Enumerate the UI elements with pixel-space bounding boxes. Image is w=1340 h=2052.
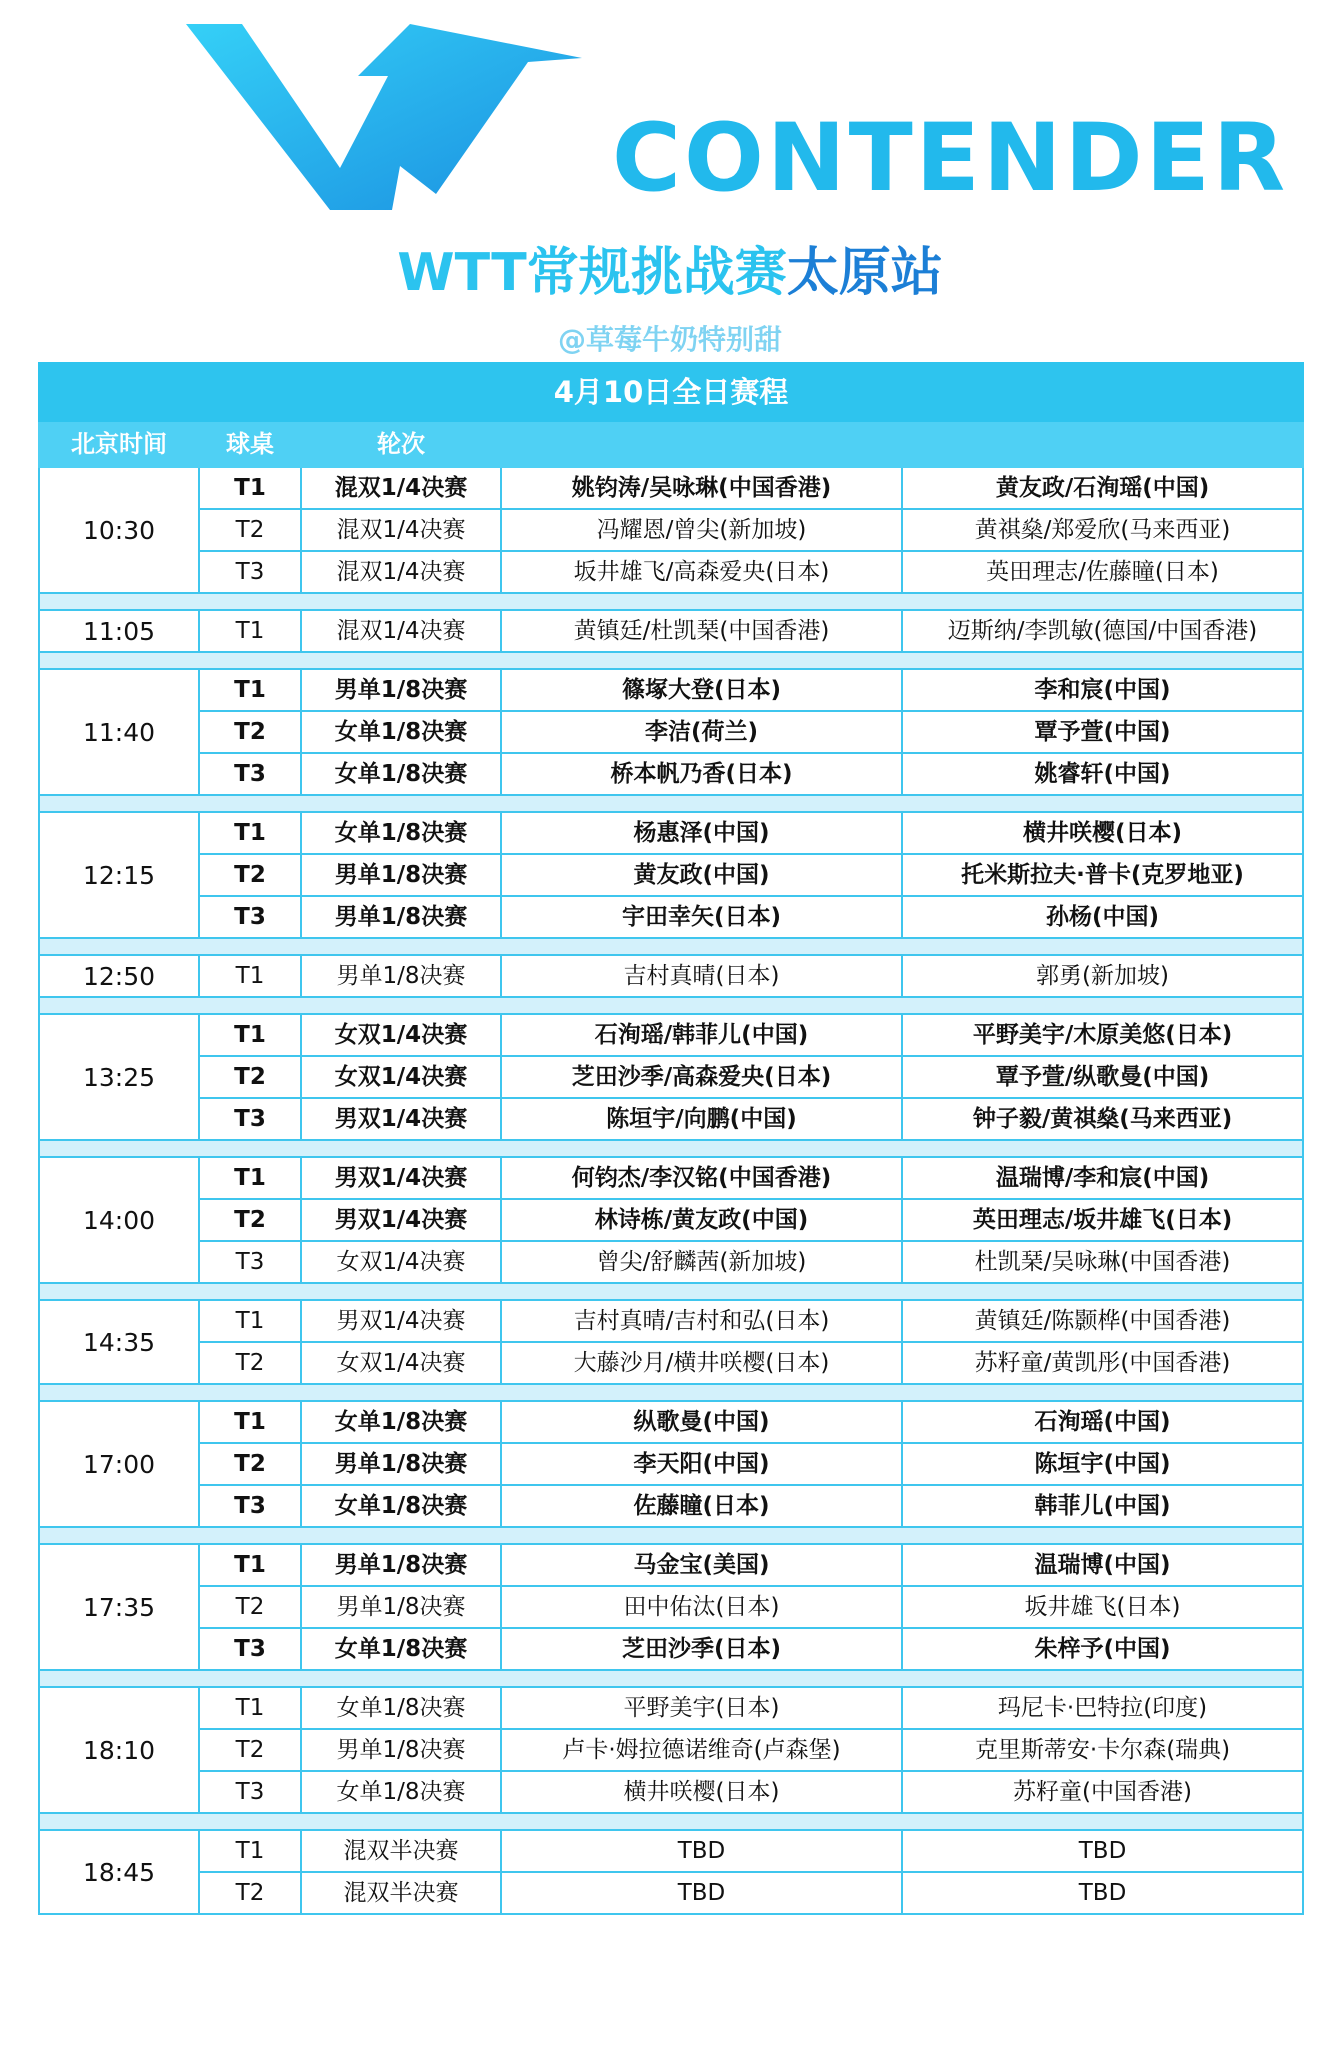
match-row [39,1157,1303,1199]
round-name: 男单1/8决赛 [301,854,501,896]
table-number: T2 [199,1443,301,1485]
block-separator [39,1140,1303,1157]
player-one: TBD [501,1872,902,1914]
table-number: T2 [199,1342,301,1384]
round-name: 女双1/4决赛 [301,1056,501,1098]
player-two: 覃予萱/纵歌曼(中国) [902,1056,1303,1098]
player-one: 石洵瑶/韩菲儿(中国) [501,1014,902,1056]
header-time: 北京时间 [39,421,199,467]
player-one: 桥本帆乃香(日本) [501,753,902,795]
player-two: 黄友政/石洵瑶(中国) [902,467,1303,509]
author-watermark: @草莓牛奶特别甜 [557,323,782,356]
separator-cell [39,1527,1303,1544]
player-two: 温瑞博(中国) [902,1544,1303,1586]
round-name: 男单1/8决赛 [301,896,501,938]
table-number: T3 [199,1771,301,1813]
time-slot: 11:05 [39,610,199,652]
match-row [39,1014,1303,1056]
player-one: 陈垣宇/向鹏(中国) [501,1098,902,1140]
block-separator [39,1813,1303,1830]
schedule-title-row [39,363,1303,421]
player-one: 横井咲樱(日本) [501,1771,902,1813]
separator-cell [39,1670,1303,1687]
player-one: 林诗栋/黄友政(中国) [501,1199,902,1241]
round-name: 女双1/4决赛 [301,1241,501,1283]
player-one: 黄友政(中国) [501,854,902,896]
event-title-part1: WTT常规挑战赛 [397,243,787,303]
player-one: 篠塚大登(日本) [501,669,902,711]
player-one: 卢卡·姆拉德诺维奇(卢森堡) [501,1729,902,1771]
separator-cell [39,795,1303,812]
separator-cell [39,938,1303,955]
round-name: 混双半决赛 [301,1872,501,1914]
player-two: TBD [902,1830,1303,1872]
table-number: T2 [199,711,301,753]
table-number: T1 [199,1687,301,1729]
round-name: 混双1/4决赛 [301,610,501,652]
table-number: T2 [199,854,301,896]
table-number: T1 [199,669,301,711]
player-two: 横井咲樱(日本) [902,812,1303,854]
player-two: 黄祺燊/郑爱欣(马来西亚) [902,509,1303,551]
table-number: T1 [199,1300,301,1342]
player-one: 纵歌曼(中国) [501,1401,902,1443]
table-number: T2 [199,509,301,551]
separator-cell [39,997,1303,1014]
time-slot: 13:25 [39,1014,199,1140]
player-two: 坂井雄飞(日本) [902,1586,1303,1628]
table-number: T2 [199,1056,301,1098]
table-number: T1 [199,467,301,509]
player-one: 吉村真晴(日本) [501,955,902,997]
round-name: 女单1/8决赛 [301,1628,501,1670]
player-one: 田中佑汰(日本) [501,1586,902,1628]
player-two: 姚睿轩(中国) [902,753,1303,795]
player-one: 坂井雄飞/高森爱央(日本) [501,551,902,593]
match-row [39,1300,1303,1342]
match-row [39,1544,1303,1586]
player-two: 郭勇(新加坡) [902,955,1303,997]
table-number: T1 [199,955,301,997]
round-name: 女单1/8决赛 [301,1771,501,1813]
schedule-title: 4月10日全日赛程 [39,363,1303,421]
player-one: 平野美宇(日本) [501,1687,902,1729]
time-slot: 17:00 [39,1401,199,1527]
match-row [39,1586,1303,1628]
schedule-table [38,362,1304,1915]
round-name: 男双1/4决赛 [301,1199,501,1241]
block-separator [39,1670,1303,1687]
player-two: 李和宸(中国) [902,669,1303,711]
match-row [39,509,1303,551]
time-slot: 10:30 [39,467,199,593]
round-name: 男双1/4决赛 [301,1157,501,1199]
separator-cell [39,593,1303,610]
header-table: 球桌 [199,421,301,467]
separator-cell [39,1283,1303,1300]
player-two: 玛尼卡·巴特拉(印度) [902,1687,1303,1729]
schedule-table-container [38,362,1302,1915]
player-two: 托米斯拉夫·普卡(克罗地亚) [902,854,1303,896]
table-number: T1 [199,1544,301,1586]
table-number: T2 [199,1872,301,1914]
table-number: T2 [199,1729,301,1771]
player-two: 石洵瑶(中国) [902,1401,1303,1443]
player-one: TBD [501,1830,902,1872]
match-row [39,812,1303,854]
match-row [39,1342,1303,1384]
match-row [39,467,1303,509]
table-number: T1 [199,1830,301,1872]
time-slot: 11:40 [39,669,199,795]
table-number: T1 [199,1157,301,1199]
round-name: 女单1/8决赛 [301,711,501,753]
match-row [39,854,1303,896]
match-row [39,1485,1303,1527]
player-one: 吉村真晴/吉村和弘(日本) [501,1300,902,1342]
match-row [39,896,1303,938]
player-two: 英田理志/坂井雄飞(日本) [902,1199,1303,1241]
round-name: 男单1/8决赛 [301,669,501,711]
player-two: 温瑞博/李和宸(中国) [902,1157,1303,1199]
separator-cell [39,652,1303,669]
block-separator [39,1283,1303,1300]
match-row [39,753,1303,795]
table-number: T3 [199,1241,301,1283]
player-one: 黄镇廷/杜凯琹(中国香港) [501,610,902,652]
time-slot: 12:50 [39,955,199,997]
separator-cell [39,1384,1303,1401]
player-one: 大藤沙月/横井咲樱(日本) [501,1342,902,1384]
table-number: T2 [199,1199,301,1241]
round-name: 男单1/8决赛 [301,1544,501,1586]
table-number: T3 [199,551,301,593]
match-row [39,1872,1303,1914]
player-one: 姚钧涛/吴咏琳(中国香港) [501,467,902,509]
block-separator [39,1384,1303,1401]
match-row [39,1687,1303,1729]
match-row [39,1628,1303,1670]
table-number: T1 [199,1401,301,1443]
player-two: 陈垣宇(中国) [902,1443,1303,1485]
block-separator [39,593,1303,610]
round-name: 男双1/4决赛 [301,1098,501,1140]
table-number: T3 [199,753,301,795]
match-row [39,1771,1303,1813]
player-two: 迈斯纳/李凯敏(德国/中国香港) [902,610,1303,652]
round-name: 女单1/8决赛 [301,1687,501,1729]
table-number: T3 [199,1628,301,1670]
table-number: T2 [199,1586,301,1628]
time-slot: 17:35 [39,1544,199,1670]
player-two: 钟子毅/黄祺燊(马来西亚) [902,1098,1303,1140]
round-name: 女单1/8决赛 [301,753,501,795]
table-number: T3 [199,1485,301,1527]
time-slot: 18:45 [39,1830,199,1914]
player-two: 苏籽童(中国香港) [902,1771,1303,1813]
player-two: TBD [902,1872,1303,1914]
match-row [39,669,1303,711]
match-row [39,1241,1303,1283]
header-matchup [501,421,1303,467]
wtt-logo-icon [180,18,600,218]
match-row [39,955,1303,997]
player-two: 朱梓予(中国) [902,1628,1303,1670]
event-title-part2: 太原站 [786,243,943,303]
player-one: 马金宝(美国) [501,1544,902,1586]
match-row [39,1199,1303,1241]
table-number: T3 [199,896,301,938]
match-row [39,1830,1303,1872]
table-number: T1 [199,1014,301,1056]
separator-cell [39,1813,1303,1830]
round-name: 男单1/8决赛 [301,1586,501,1628]
player-one: 曾尖/舒麟茜(新加坡) [501,1241,902,1283]
player-two: 杜凯琹/吴咏琳(中国香港) [902,1241,1303,1283]
match-row [39,711,1303,753]
match-row [39,1098,1303,1140]
match-row [39,1729,1303,1771]
player-two: 英田理志/佐藤瞳(日本) [902,551,1303,593]
player-two: 覃予萱(中国) [902,711,1303,753]
time-slot: 14:00 [39,1157,199,1283]
match-row [39,610,1303,652]
player-one: 佐藤瞳(日本) [501,1485,902,1527]
player-one: 冯耀恩/曾尖(新加坡) [501,509,902,551]
player-two: 韩菲儿(中国) [902,1485,1303,1527]
player-one: 何钧杰/李汉铭(中国香港) [501,1157,902,1199]
round-name: 男单1/8决赛 [301,955,501,997]
player-two: 黄镇廷/陈颢桦(中国香港) [902,1300,1303,1342]
schedule-body [39,363,1303,1914]
block-separator [39,1527,1303,1544]
player-two: 平野美宇/木原美悠(日本) [902,1014,1303,1056]
round-name: 混双1/4决赛 [301,467,501,509]
block-separator [39,938,1303,955]
block-separator [39,795,1303,812]
header-round: 轮次 [301,421,501,467]
round-name: 混双1/4决赛 [301,509,501,551]
match-row [39,551,1303,593]
match-row [39,1443,1303,1485]
brand-wordmark: CONTENDER [612,104,1289,213]
round-name: 女双1/4决赛 [301,1014,501,1056]
round-name: 女单1/8决赛 [301,812,501,854]
time-slot: 12:15 [39,812,199,938]
poster-header [0,0,1340,362]
round-name: 男单1/8决赛 [301,1729,501,1771]
round-name: 男双1/4决赛 [301,1300,501,1342]
block-separator [39,652,1303,669]
time-slot: 18:10 [39,1687,199,1813]
match-row [39,1401,1303,1443]
table-number: T1 [199,812,301,854]
table-number: T3 [199,1098,301,1140]
player-one: 李天阳(中国) [501,1443,902,1485]
table-number: T1 [199,610,301,652]
player-two: 孙杨(中国) [902,896,1303,938]
column-header-row [39,421,1303,467]
time-slot: 14:35 [39,1300,199,1384]
player-one: 李洁(荷兰) [501,711,902,753]
match-row [39,1056,1303,1098]
event-title [0,244,1340,304]
player-one: 芝田沙季(日本) [501,1628,902,1670]
round-name: 女单1/8决赛 [301,1485,501,1527]
round-name: 混双半决赛 [301,1830,501,1872]
player-one: 芝田沙季/高森爱央(日本) [501,1056,902,1098]
player-two: 克里斯蒂安·卡尔森(瑞典) [902,1729,1303,1771]
separator-cell [39,1140,1303,1157]
player-two: 苏籽童/黄凯彤(中国香港) [902,1342,1303,1384]
round-name: 混双1/4决赛 [301,551,501,593]
round-name: 女双1/4决赛 [301,1342,501,1384]
player-one: 宇田幸矢(日本) [501,896,902,938]
block-separator [39,997,1303,1014]
round-name: 女单1/8决赛 [301,1401,501,1443]
player-one: 杨惠泽(中国) [501,812,902,854]
round-name: 男单1/8决赛 [301,1443,501,1485]
